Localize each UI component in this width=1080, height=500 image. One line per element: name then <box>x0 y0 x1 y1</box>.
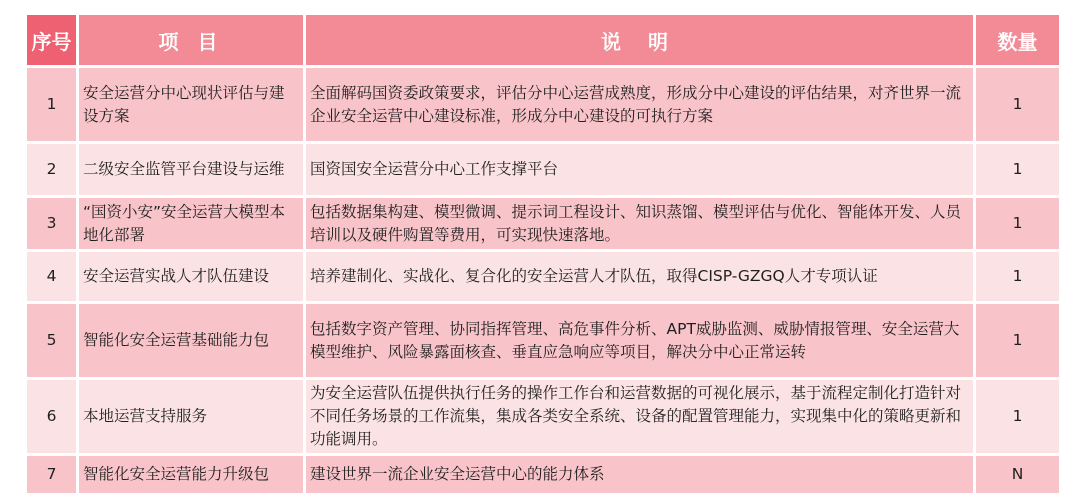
row-item: 安全运营分中心现状评估与建设方案 <box>79 68 303 141</box>
table-header-row <box>27 15 1059 65</box>
row-quantity: 1 <box>976 380 1059 453</box>
header-index: 序号 <box>27 15 76 65</box>
table-row <box>27 304 1059 377</box>
row-quantity: 1 <box>976 144 1059 195</box>
row-index: 1 <box>27 68 76 141</box>
row-index: 6 <box>27 380 76 453</box>
table-row <box>27 198 1059 249</box>
row-index: 3 <box>27 198 76 249</box>
table-row <box>27 144 1059 195</box>
row-item: 智能化安全运营基础能力包 <box>79 304 303 377</box>
row-quantity: 1 <box>976 198 1059 249</box>
row-quantity: 1 <box>976 68 1059 141</box>
row-description: 国资国安全运营分中心工作支撑平台 <box>306 144 973 195</box>
row-description: 建设世界一流企业安全运营中心的能力体系 <box>306 456 973 493</box>
header-item: 项 目 <box>79 15 303 65</box>
header-description: 说 明 <box>306 15 973 65</box>
row-description: 为安全运营队伍提供执行任务的操作工作台和运营数据的可视化展示，基于流程定制化打造针对不同任务场景的工作流集，集成各类安全系统、设备的配置管理能力，实现集中化的策略更新和功能调用。 <box>306 380 973 453</box>
row-index: 4 <box>27 252 76 301</box>
table-row <box>27 380 1059 453</box>
row-item: 本地运营支持服务 <box>79 380 303 453</box>
row-quantity: 1 <box>976 304 1059 377</box>
table-row <box>27 456 1059 493</box>
row-description: 包括数字资产管理、协同指挥管理、高危事件分析、APT威胁监测、威胁情报管理、安全运营大模型维护、风险暴露面核查、垂直应急响应等项目，解决分中心正常运转 <box>306 304 973 377</box>
row-index: 2 <box>27 144 76 195</box>
row-index: 7 <box>27 456 76 493</box>
table-row <box>27 252 1059 301</box>
row-item: 安全运营实战人才队伍建设 <box>79 252 303 301</box>
header-quantity: 数量 <box>976 15 1059 65</box>
table-row <box>27 68 1059 141</box>
row-quantity: 1 <box>976 252 1059 301</box>
row-index: 5 <box>27 304 76 377</box>
row-item: 智能化安全运营能力升级包 <box>79 456 303 493</box>
row-description: 培养建制化、实战化、复合化的安全运营人才队伍，取得CISP-GZGQ人才专项认证 <box>306 252 973 301</box>
row-item: “国资小安”安全运营大模型本地化部署 <box>79 198 303 249</box>
row-item: 二级安全监管平台建设与运维 <box>79 144 303 195</box>
project-list-sheet <box>24 12 1056 496</box>
row-description: 包括数据集构建、模型微调、提示词工程设计、知识蒸馏、模型评估与优化、智能体开发、人员培训以及硬件购置等费用，可实现快速落地。 <box>306 198 973 249</box>
row-quantity: N <box>976 456 1059 493</box>
project-table <box>24 12 1062 496</box>
row-description: 全面解码国资委政策要求，评估分中心运营成熟度，形成分中心建设的评估结果，对齐世界一流企业安全运营中心建设标准，形成分中心建设的可执行方案 <box>306 68 973 141</box>
